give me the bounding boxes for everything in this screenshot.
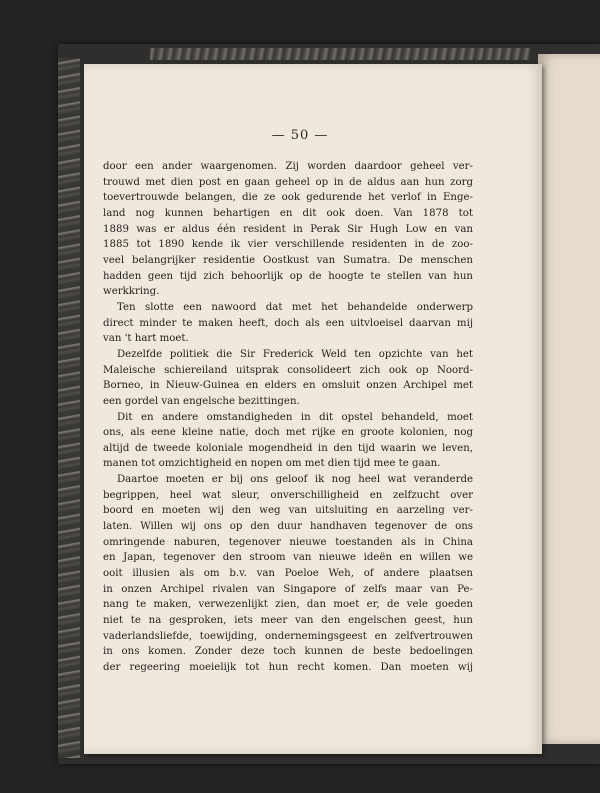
text-line: een gordel van engelsche bezittingen. [103, 395, 300, 407]
text-line: Dezelfde politiek die Sir Frederick Weld ten opzichte van het [117, 348, 473, 360]
text-line: altijd de tweede koloniale mogendheid in den tijd waarin we leven, [103, 442, 473, 454]
text-line: omringende naburen, tegenover nieuwe toestanden als in China [103, 536, 473, 548]
text-line: manen tot omzichtigheid en nopen om met dien tijd mee te gaan. [103, 458, 441, 470]
text-line: laten. Willen wij ons op den duur handhaven tegenover de ons [103, 521, 473, 533]
text-line: trouwd met dien post en gaan geheel op in de aldus aan hun zorg [103, 176, 473, 188]
text-line: veel belangrijker residentie Oostkust van Sumatra. De menschen [103, 254, 473, 266]
text-line: nang te maken, verwezenlijkt zien, dan moet er, de vele goeden [103, 599, 473, 611]
text-line: door een ander waargenomen. Zij worden daardoor geheel ver- [103, 161, 473, 172]
body-text [103, 159, 473, 676]
text-line: werkkring. [103, 286, 160, 298]
page-number: — 50 — [271, 128, 329, 143]
text-line: ons, als eene kleine natie, doch met rijke en groote kolonien, nog [103, 427, 473, 439]
text-line: niet te na gesproken, iets meer van den engelschen geest, hun [103, 615, 473, 627]
text-line: in ons komen. Zonder deze toch kunnen de beste bedoelingen [103, 646, 473, 658]
text-line: van 't hart moet. [103, 333, 189, 345]
text-line: Daartoe moeten er bij ons geloof ik nog heel wat veranderde [117, 474, 473, 486]
text-line: begrippen, heel wat sleur, onverschilligheid en zelfzucht over [103, 489, 473, 501]
text-line: 1889 was er aldus één resident in Perak Sir Hugh Low en van [103, 223, 473, 235]
text-line: vaderlandsliefde, toewijding, ondernemingsgeest en zelfvertrouwen [103, 630, 473, 642]
text-line: der regeering moeielijk tot hun recht komen. Dan moeten wij [103, 662, 473, 673]
text-line: in onzen Archipel rivalen van Singapore of zelfs maar van Pe- [103, 583, 473, 595]
text-line: Borneo, in Nieuw-Guinea en elders en omsluit onzen Archipel met [103, 380, 473, 392]
text-line: hadden geen tijd zich behoorlijk op de hoogte te stellen van hun [103, 270, 473, 282]
text-line: land nog kunnen behartigen en dit ook doen. Van 1878 tot [103, 207, 473, 219]
text-line: Dit en andere omstandigheden in dit opstel behandeld, moet [117, 411, 473, 423]
text-line: boord en moeten wij den weg van uitsluiting en aarzeling ver- [103, 505, 473, 517]
next-page-edge [538, 54, 600, 744]
cover-top-edge [150, 48, 530, 60]
text-line: en Japan, tegenover den stroom van nieuwe ideën en willen we [103, 552, 473, 564]
text-line: toevertrouwde belangen, die ze ook gedurende het verlof in Enge- [103, 192, 473, 204]
text-line: Maleische schiereiland uitsprak consolideert zich ook op Noord- [103, 364, 473, 376]
text-line: ooit illusien als om b.v. van Poeloe Weh, of andere plaatsen [103, 568, 473, 580]
text-line: direct minder te maken heeft, doch als een uitvloeisel daarvan mij [103, 317, 473, 329]
text-line: Ten slotte een nawoord dat met het behandelde onderwerp [117, 301, 473, 313]
book-spine [58, 58, 80, 758]
text-line: 1885 tot 1890 kende ik vier verschillende residenten in de zoo- [103, 239, 473, 251]
